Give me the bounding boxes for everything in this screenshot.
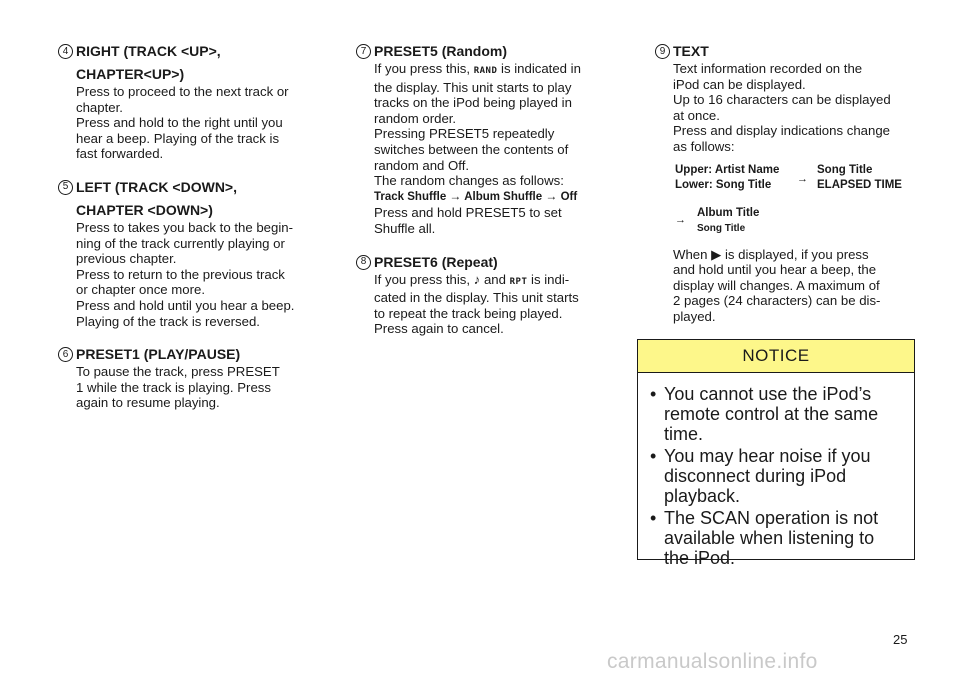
notice-item: • The SCAN operation is not available when listening to the iPod. — [650, 508, 904, 568]
column-middle — [356, 42, 618, 353]
section-title-right: RIGHT (TRACK <UP>, — [76, 43, 221, 59]
column-right — [655, 42, 917, 341]
notice-box — [637, 339, 915, 568]
section-number-9: 9 — [655, 44, 670, 59]
arrow-right-icon: → — [675, 213, 686, 226]
section-title-left: LEFT (TRACK <DOWN>, — [76, 178, 237, 195]
section-number-5: 5 — [58, 180, 73, 195]
section-title-right-cont: CHAPTER<UP>) — [76, 66, 185, 82]
rand-indicator-icon: RAND — [473, 66, 498, 76]
rpt-indicator-icon: RPT — [509, 276, 528, 287]
section-title-left-cont: CHAPTER <DOWN>) — [76, 201, 213, 218]
section-right-track — [58, 42, 330, 162]
section-preset6 — [356, 253, 618, 337]
section-body-text-more: When ▶ is displayed, if you press and hold until you hear a beep, the display will changes. A maximum of 2 pages (24 characters) can be dis- played. — [673, 246, 881, 324]
page-number: 25 — [893, 632, 908, 647]
section-title-text: TEXT — [673, 43, 709, 59]
section-number-7: 7 — [356, 44, 371, 59]
section-body-preset1: To pause the track, press PRESET 1 while the track is playing. Press again to resume playing. — [76, 364, 280, 411]
section-body-preset5: If you press this, RAND is indicated in the display. This unit starts to play tracks on the iPod being played in random order. Pressing PRESET5 repeatedly switches between the contents of random and Off. The random changes as follows: Track Shuffle → Album Shuffle → Off Press and hold PRESET5 to set Shuffle all. — [356, 61, 618, 237]
section-text — [655, 42, 917, 325]
flow-step-artist: Upper: Artist Name Lower: Song Title — [675, 163, 780, 191]
section-title-preset5: PRESET5 (Random) — [374, 43, 508, 59]
section-left-track — [58, 178, 330, 329]
section-preset5 — [356, 42, 618, 237]
arrow-right-icon: → — [545, 188, 558, 203]
music-note-icon: ♪ — [473, 271, 481, 287]
flow-step-elapsed: Song Title ELAPSED TIME — [817, 163, 902, 191]
notice-item: • You cannot use the iPod’s remote control at the same time. — [650, 384, 904, 444]
display-flow-diagram — [655, 161, 917, 247]
play-triangle-icon: ▶ — [711, 246, 722, 262]
arrow-right-icon: → — [797, 172, 808, 185]
notice-list — [638, 373, 914, 568]
section-number-4: 4 — [58, 44, 73, 59]
notice-title: NOTICE — [638, 340, 914, 373]
section-number-8: 8 — [356, 255, 371, 270]
arrow-right-icon: → — [449, 188, 462, 203]
watermark: carmanualsonline.info — [607, 650, 818, 673]
shuffle-sequence: Track Shuffle → Album Shuffle → Off — [374, 188, 578, 203]
section-body-right: Press to proceed to the next track or chapter. Press and hold to the right until you hear a beep. Playing of the track is fast forwarded. — [76, 84, 289, 162]
section-title-preset6: PRESET6 (Repeat) — [374, 253, 498, 270]
section-title-preset1: PRESET1 (PLAY/PAUSE) — [76, 346, 241, 363]
flow-step-album: Album Title Song Title — [697, 206, 760, 234]
section-body-preset6: If you press this, ♪ and RPT is indi- cated in the display. This unit starts to repeat the track being played. Press again to cancel. — [374, 271, 579, 337]
section-body-text: Text information recorded on the iPod can be displayed. Up to 16 characters can be displayed at once. Press and display indications change as follows: — [673, 61, 891, 154]
column-left — [58, 42, 330, 427]
section-preset1 — [58, 345, 330, 411]
notice-item: • You may hear noise if you disconnect during iPod playback. — [650, 446, 904, 506]
section-body-left: Press to takes you back to the begin- ning of the track currently playing or previous chapter. Press to return to the previous track or chapter once more. Press and hold until you hear a beep. Playing of the track is reversed. — [76, 219, 295, 329]
section-number-6: 6 — [58, 347, 73, 362]
